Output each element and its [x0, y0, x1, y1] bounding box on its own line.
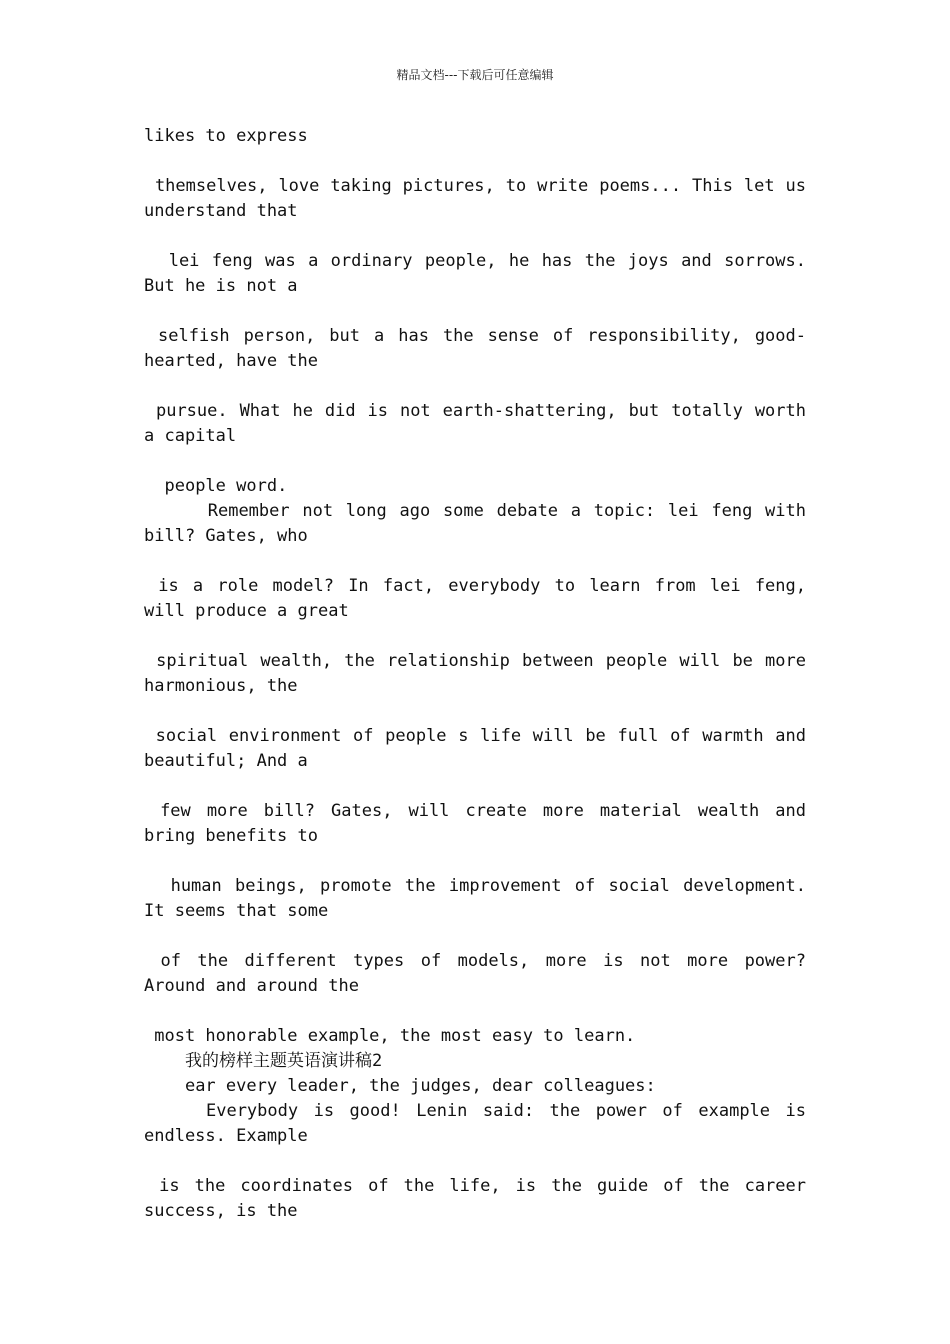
- text-paragraph: likes to express: [144, 126, 308, 146]
- text-paragraph: spiritual wealth, the relationship between people will be more harmonious, the: [144, 651, 817, 696]
- text-paragraph: people word.: [144, 476, 288, 496]
- text-paragraph: is a role model? In fact, everybody to learn from lei feng, will produce a great: [144, 576, 817, 621]
- text-paragraph: human beings, promote the improvement of social development. It seems that some: [144, 876, 817, 921]
- document-body: [144, 124, 817, 1224]
- text-paragraph: selfish person, but a has the sense of responsibility, good-hearted, have the: [144, 326, 806, 371]
- text-paragraph: social environment of people s life will be full of warmth and beautiful; And a: [144, 726, 817, 771]
- text-paragraph: most honorable example, the most easy to learn.: [144, 1026, 636, 1046]
- text-paragraph: pursue. What he did is not earth-shattering, but totally worth a capital: [144, 401, 817, 446]
- text-paragraph: themselves, love taking pictures, to write poems... This let us understand that: [144, 176, 817, 221]
- text-paragraph: 我的榜样主题英语演讲稿2: [144, 1051, 383, 1071]
- text-paragraph: of the different types of models, more is not more power? Around and around the: [144, 951, 817, 996]
- text-paragraph: is the coordinates of the life, is the guide of the career success, is the: [144, 1176, 817, 1221]
- text-paragraph: Everybody is good! Lenin said: the power of example is endless. Example: [144, 1101, 817, 1146]
- text-paragraph: few more bill? Gates, will create more material wealth and bring benefits to: [144, 801, 817, 846]
- text-paragraph: Remember not long ago some debate a topic: lei feng with bill? Gates, who: [144, 501, 817, 546]
- page-header: 精品文档---下载后可任意编辑: [396, 68, 554, 82]
- text-paragraph: ear every leader, the judges, dear colleagues:: [144, 1076, 656, 1096]
- text-paragraph: lei feng was a ordinary people, he has the joys and sorrows. But he is not a: [144, 251, 817, 296]
